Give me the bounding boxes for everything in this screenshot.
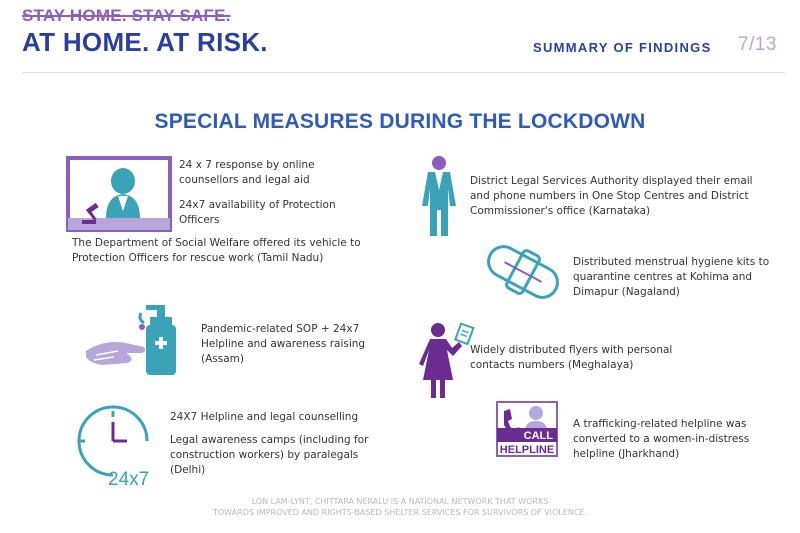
badge-helpline-text: HELPLINE: [499, 444, 555, 456]
clock-label: 24x7: [108, 469, 150, 490]
header-divider: [22, 72, 785, 73]
call-helpline-icon: [496, 401, 558, 457]
online-counsellor-icon: [66, 156, 172, 232]
flyer-distribution-icon: [419, 322, 473, 400]
clock-24x7-icon: [70, 405, 162, 489]
section-label: SUMMARY OF FINDINGS: [533, 40, 712, 55]
struck-slogan: STAY HOME. STAY SAFE.: [22, 6, 231, 25]
right-item-1-text: District Legal Services Authority displayed their email and phone numbers in One Stop Centres and District Commissioner's office (Karnataka): [470, 175, 753, 217]
footer-line-1: LON LAM-LYNT, CHITTARA NERALU IS A NATIONAL NETWORK THAT WORKS: [251, 497, 549, 506]
report-title: AT HOME. AT RISK.: [22, 27, 268, 57]
footer-line-2: TOWARDS IMPROVED AND RIGHTS-BASED SHELTER SERVICES FOR SURVIVORS OF VIOLENCE.: [213, 508, 587, 517]
left-item-1-line-1: 24 x 7 response by online counsellors and legal aid: [179, 159, 315, 186]
sanitary-pad-icon: [480, 241, 566, 303]
left-item-3-line-2: Legal awareness camps (including for construction workers) by paralegals (Delhi): [170, 434, 369, 476]
page-title: SPECIAL MEASURES DURING THE LOCKDOWN: [154, 110, 646, 133]
left-item-1-line-3: The Department of Social Welfare offered its vehicle to Protection Officers for rescue work (Tamil Nadu): [72, 237, 361, 264]
left-item-3-line-1: 24X7 Helpline and legal counselling: [170, 411, 359, 423]
right-item-3-text: Widely distributed flyers with personal contacts numbers (Meghalaya): [470, 344, 673, 371]
right-item-2-text: Distributed menstrual hygiene kits to quarantine centres at Kohima and Dimapur (Nagaland): [573, 256, 770, 298]
footer-note: [0, 496, 800, 518]
page-number: 7/13: [738, 34, 777, 55]
hand-sanitizer-icon: [84, 303, 194, 383]
badge-call-text: CALL: [523, 430, 553, 442]
legal-officer-icon: [419, 156, 459, 242]
left-item-1-line-2: 24x7 availability of Protection Officers: [179, 199, 336, 226]
right-item-4-text: A trafficking-related helpline was converted to a women-in-distress helpline (Jharkhand): [573, 418, 750, 460]
left-item-2-text: Pandemic-related SOP + 24x7 Helpline and awareness raising (Assam): [201, 323, 366, 365]
